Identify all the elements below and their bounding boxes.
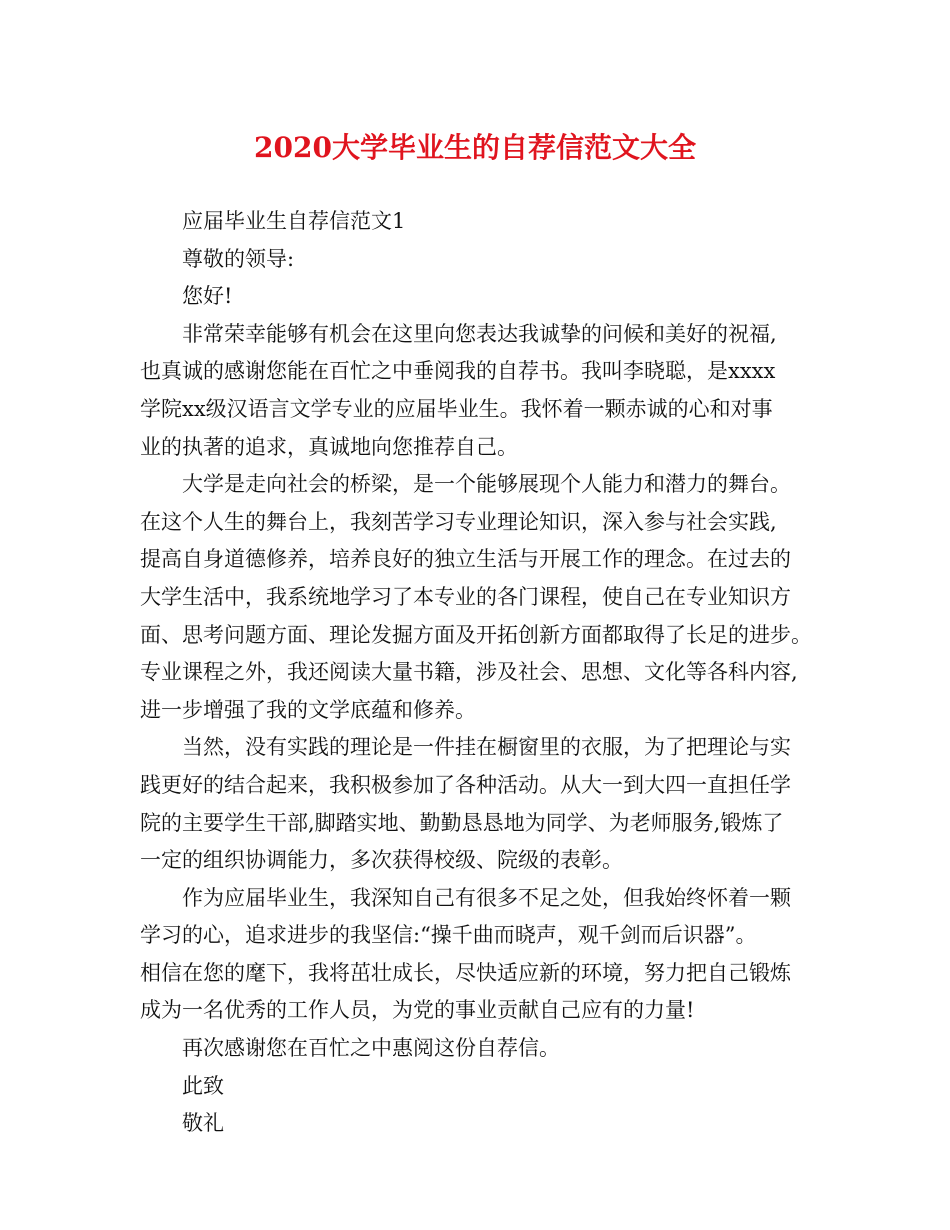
text-line: 进一步增强了我的文学底蕴和修养。: [140, 697, 476, 722]
document-body: [140, 203, 820, 1143]
text-line: 院的主要学生干部,脚踏实地、勤勤恳恳地为同学、为老师服务,锻炼了: [140, 810, 784, 835]
text-line: 非常荣幸能够有机会在这里向您表达我诚挚的问候和美好的祝福,: [182, 321, 777, 346]
text-line: 您好!: [182, 284, 233, 309]
text-line: 成为一名优秀的工作人员，为党的事业贡献自己应有的力量!: [140, 998, 695, 1023]
text-line: 践更好的结合起来，我积极参加了各种活动。从大一到大四一直担任学: [140, 772, 791, 797]
text-line: 作为应届毕业生，我深知自己有很多不足之处，但我始终怀着一颗: [182, 885, 791, 910]
document-title: 2020大学毕业生的自荐信范文大全: [254, 131, 696, 164]
text-line: 大学是走向社会的桥梁，是一个能够展现个人能力和潜力的舞台。: [182, 472, 791, 497]
text-line: 相信在您的麾下，我将茁壮成长，尽快适应新的环境，努力把自己锻炼: [140, 960, 791, 985]
text-line: 学院xx级汉语言文学专业的应届毕业生。我怀着一颗赤诚的心和对事: [140, 396, 773, 421]
text-line: 敬礼: [182, 1111, 224, 1136]
text-line: 专业课程之外，我还阅读大量书籍，涉及社会、思想、文化等各科内容,: [140, 660, 798, 685]
text-line: 面、思考问题方面、理论发掘方面及开拓创新方面都取得了长足的进步。: [140, 622, 812, 647]
text-line: 一定的组织协调能力，多次获得校级、院级的表彰。: [140, 848, 623, 873]
text-line: 提高自身道德修养，培养良好的独立生活与开展工作的理念。在过去的: [140, 547, 791, 572]
text-line: 也真诚的感谢您能在百忙之中垂阅我的自荐书。我叫李晓聪，是xxxx: [140, 359, 776, 384]
text-line: 此致: [182, 1073, 224, 1098]
text-line: 业的执著的追求，真诚地向您推荐自己。: [140, 434, 518, 459]
text-line: 在这个人生的舞台上，我刻苦学习专业理论知识，深入参与社会实践,: [140, 509, 777, 534]
text-line: 尊敬的领导:: [182, 246, 295, 271]
text-line: 学习的心，追求进步的我坚信:“操千曲而晓声，观千剑而后识器”。: [140, 923, 757, 948]
text-line: 应届毕业生自荐信范文1: [182, 209, 406, 233]
text-line: 大学生活中，我系统地学习了本专业的各门课程，使自己在专业知识方: [140, 584, 791, 609]
text-line: 当然，没有实践的理论是一件挂在橱窗里的衣服，为了把理论与实: [182, 735, 791, 760]
text-line: 再次感谢您在百忙之中惠阅这份自荐信。: [182, 1036, 560, 1061]
